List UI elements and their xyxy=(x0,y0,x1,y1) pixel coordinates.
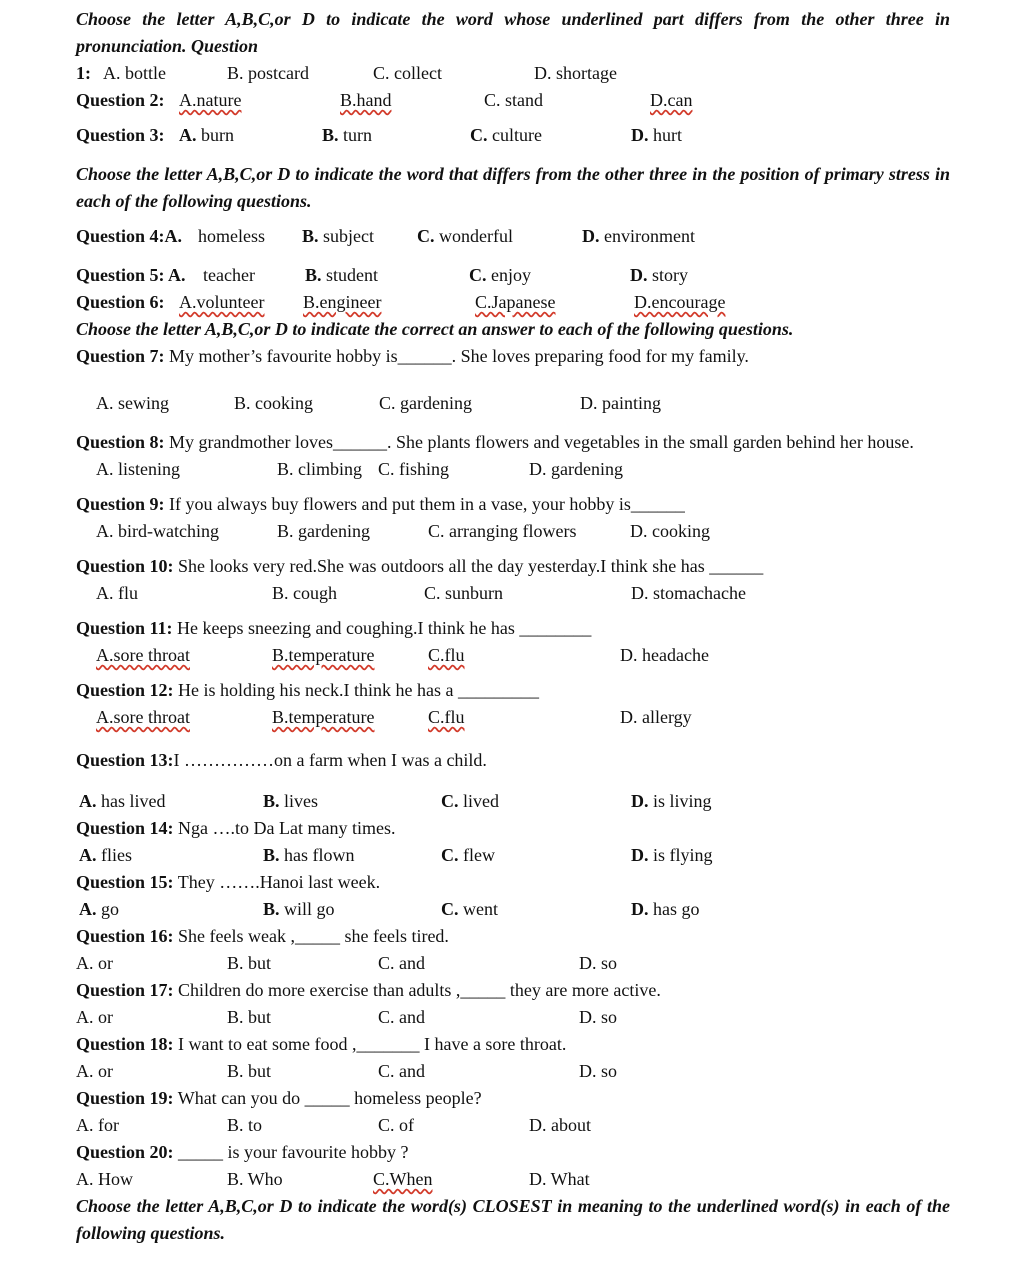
q5-c-letter: C. xyxy=(469,265,487,285)
q4-option-a: homeless xyxy=(198,226,265,246)
q13-d-letter: D. xyxy=(631,791,649,811)
q9-options xyxy=(76,518,950,545)
q18-option-b: B. but xyxy=(227,1061,272,1081)
q6-row xyxy=(76,289,950,316)
q18-stem xyxy=(76,1031,950,1058)
q10-option-c: C. sunburn xyxy=(424,583,504,603)
q10-option-b: B. cough xyxy=(272,583,337,603)
q17-option-b: B. but xyxy=(227,1007,272,1027)
q9-option-a: A. bird-watching xyxy=(96,521,219,541)
q11-option-d: D. headache xyxy=(620,645,709,665)
q11-option-b: B.temperature xyxy=(272,645,375,665)
q17-stem xyxy=(76,977,950,1004)
q19-label: Question 19: xyxy=(76,1088,174,1108)
section4-instruction: Choose the letter A,B,C,or D to indicate the word(s) CLOSEST in meaning to the underlined word(s) in each of the following questions. xyxy=(76,1196,950,1243)
q12-option-a: A.sore throat xyxy=(96,707,190,727)
q3-d-letter: D. xyxy=(631,125,649,145)
q19-option-c: C. of xyxy=(378,1115,414,1135)
q9-option-b: B. gardening xyxy=(277,521,370,541)
q15-stem xyxy=(76,869,950,896)
q11-stem xyxy=(76,615,950,642)
q14-options xyxy=(76,842,950,869)
q3-option-d: hurt xyxy=(653,125,682,145)
q13-option-a: has lived xyxy=(101,791,166,811)
q3-a-letter: A. xyxy=(179,125,197,145)
q4-option-b: subject xyxy=(323,226,375,246)
q17-text: Children do more exercise than adults ,_____ they are more active. xyxy=(178,980,661,1000)
section1-instruction: Choose the letter A,B,C,or D to indicate the word whose underlined part differs from the other three in pronunciation. Question xyxy=(76,9,950,56)
q13-a-letter: A. xyxy=(79,791,97,811)
q5-option-a: teacher xyxy=(203,265,255,285)
q3-b-letter: B. xyxy=(322,125,339,145)
q18-option-a: A. or xyxy=(76,1061,113,1081)
q16-stem xyxy=(76,923,950,950)
q12-option-c: C.flu xyxy=(428,707,465,727)
section3-instruction: Choose the letter A,B,C,or D to indicate the correct an answer to each of the following questions. xyxy=(76,319,794,339)
q4-row xyxy=(76,223,950,250)
q7-options xyxy=(76,390,950,417)
q13-c-letter: C. xyxy=(441,791,459,811)
q5-row xyxy=(76,262,950,289)
q19-text: What can you do _____ homeless people? xyxy=(177,1088,482,1108)
q18-label: Question 18: xyxy=(76,1034,174,1054)
q4-d-letter: D. xyxy=(582,226,600,246)
q10-label: Question 10: xyxy=(76,556,174,576)
q7-option-a: A. sewing xyxy=(96,393,169,413)
q1-option-b: B. postcard xyxy=(227,63,309,83)
q3-option-b: turn xyxy=(343,125,373,145)
q16-options xyxy=(76,950,950,977)
q19-option-b: B. to xyxy=(227,1115,263,1135)
q3-option-c: culture xyxy=(492,125,542,145)
q10-option-a: A. flu xyxy=(96,583,138,603)
q9-text: If you always buy flowers and put them in a vase, your hobby is______ xyxy=(169,494,685,514)
q15-d-letter: D. xyxy=(631,899,649,919)
q14-option-b: has flown xyxy=(284,845,355,865)
q5-option-c: enjoy xyxy=(491,265,531,285)
q15-options xyxy=(76,896,950,923)
q11-option-a: A.sore throat xyxy=(96,645,190,665)
q3-row xyxy=(76,122,950,149)
q17-label: Question 17: xyxy=(76,980,174,1000)
q4-option-d: environment xyxy=(604,226,695,246)
q12-option-d: D. allergy xyxy=(620,707,692,727)
q10-option-d: D. stomachache xyxy=(631,583,746,603)
q13-option-c: lived xyxy=(463,791,499,811)
q11-options xyxy=(76,642,950,669)
q20-option-c: C.When xyxy=(373,1169,433,1189)
q11-text: He keeps sneezing and coughing.I think he has ________ xyxy=(177,618,592,638)
q15-option-d: has go xyxy=(653,899,700,919)
q8-options xyxy=(76,456,950,483)
q1-option-c: C. collect xyxy=(373,63,442,83)
q20-text: _____ is your favourite hobby ? xyxy=(178,1142,409,1162)
q5-d-letter: D. xyxy=(630,265,648,285)
q10-options xyxy=(76,580,950,607)
q7-option-d: D. painting xyxy=(580,393,661,413)
q7-option-c: C. gardening xyxy=(379,393,472,413)
q20-options xyxy=(76,1166,950,1193)
q3-label: Question 3: xyxy=(76,125,165,145)
q15-c-letter: C. xyxy=(441,899,459,919)
q11-option-c: C.flu xyxy=(428,645,465,665)
q18-text: I want to eat some food ,_______ I have a sore throat. xyxy=(178,1034,567,1054)
q13-label: Question 13: xyxy=(76,750,174,770)
q11-label: Question 11: xyxy=(76,618,173,638)
q19-options xyxy=(76,1112,950,1139)
q16-option-d: D. so xyxy=(579,953,618,973)
q15-text: They …….Hanoi last week. xyxy=(177,872,381,892)
q9-label: Question 9: xyxy=(76,494,165,514)
q6-option-a: A.volunteer xyxy=(179,292,265,312)
q16-text: She feels weak ,_____ she feels tired. xyxy=(178,926,449,946)
q5-option-d: story xyxy=(652,265,688,285)
q14-text: Nga ….to Da Lat many times. xyxy=(178,818,396,838)
q15-option-a: go xyxy=(101,899,119,919)
q8-option-c: C. fishing xyxy=(378,459,450,479)
q1-option-a: A. bottle xyxy=(103,63,166,83)
q3-option-a: burn xyxy=(201,125,234,145)
q15-a-letter: A. xyxy=(79,899,97,919)
q17-option-d: D. so xyxy=(579,1007,618,1027)
q19-stem xyxy=(76,1085,950,1112)
q2-label: Question 2: xyxy=(76,90,165,110)
q14-a-letter: A. xyxy=(79,845,97,865)
q14-option-c: flew xyxy=(463,845,495,865)
q12-option-b: B.temperature xyxy=(272,707,375,727)
q5-b-letter: B. xyxy=(305,265,322,285)
q18-option-d: D. so xyxy=(579,1061,618,1081)
q16-option-b: B. but xyxy=(227,953,272,973)
worksheet xyxy=(76,6,950,1247)
q4-label: Question 4:A. xyxy=(76,226,183,246)
q7-label: Question 7: xyxy=(76,346,165,366)
q2-row xyxy=(76,87,950,114)
q6-option-b: B.engineer xyxy=(303,292,382,312)
q3-c-letter: C. xyxy=(470,125,488,145)
q15-option-b: will go xyxy=(284,899,335,919)
q9-stem xyxy=(76,491,950,518)
q10-stem xyxy=(76,553,950,580)
q1-option-d: D. shortage xyxy=(534,63,617,83)
q10-text: She looks very red.She was outdoors all the day yesterday.I think she has ______ xyxy=(178,556,764,576)
q7-stem xyxy=(76,343,950,370)
q2-option-c: C. stand xyxy=(484,90,544,110)
q8-text: My grandmother loves______. She plants flowers and vegetables in the small garden behind her house. xyxy=(169,432,914,452)
q13-option-b: lives xyxy=(284,791,319,811)
q5-label: Question 5: A. xyxy=(76,265,186,285)
q6-option-d: D.encourage xyxy=(634,292,726,312)
q19-option-a: A. for xyxy=(76,1115,119,1135)
q13-options xyxy=(76,788,950,815)
q2-option-b: B.hand xyxy=(340,90,392,110)
q4-c-letter: C. xyxy=(417,226,435,246)
q8-stem xyxy=(76,429,950,456)
q2-option-a: A.nature xyxy=(179,90,242,110)
q8-option-a: A. listening xyxy=(96,459,180,479)
q4-b-letter: B. xyxy=(302,226,319,246)
q14-label: Question 14: xyxy=(76,818,174,838)
q19-option-d: D. about xyxy=(529,1115,591,1135)
q8-label: Question 8: xyxy=(76,432,165,452)
q9-option-d: D. cooking xyxy=(630,521,710,541)
q16-label: Question 16: xyxy=(76,926,174,946)
q15-b-letter: B. xyxy=(263,899,280,919)
q7-text: My mother’s favourite hobby is______. She loves preparing food for my family. xyxy=(169,346,749,366)
q17-option-a: A. or xyxy=(76,1007,113,1027)
q14-b-letter: B. xyxy=(263,845,280,865)
q20-option-d: D. What xyxy=(529,1169,590,1189)
q18-option-c: C. and xyxy=(378,1061,425,1081)
q14-d-letter: D. xyxy=(631,845,649,865)
q18-options xyxy=(76,1058,950,1085)
q1-options xyxy=(76,60,950,87)
q7-option-b: B. cooking xyxy=(234,393,313,413)
section2-instruction: Choose the letter A,B,C,or D to indicate the word that differs from the other three in the position of primary stress in each of the following questions. xyxy=(76,164,950,211)
q13-option-d: is living xyxy=(653,791,712,811)
q6-label: Question 6: xyxy=(76,292,165,312)
q8-option-d: D. gardening xyxy=(529,459,623,479)
q12-label: Question 12: xyxy=(76,680,174,700)
q4-option-c: wonderful xyxy=(439,226,513,246)
q16-option-c: C. and xyxy=(378,953,425,973)
q20-stem xyxy=(76,1139,950,1166)
q1-number: 1: xyxy=(76,63,91,83)
q14-c-letter: C. xyxy=(441,845,459,865)
q6-option-c: C.Japanese xyxy=(475,292,556,312)
q20-option-b: B. Who xyxy=(227,1169,283,1189)
q15-label: Question 15: xyxy=(76,872,174,892)
q13-text: I ……………on a farm when I was a child. xyxy=(173,750,487,770)
q12-text: He is holding his neck.I think he has a _________ xyxy=(178,680,539,700)
q2-option-d: D.can xyxy=(650,90,693,110)
q12-stem xyxy=(76,677,950,704)
q17-option-c: C. and xyxy=(378,1007,425,1027)
q14-option-d: is flying xyxy=(653,845,713,865)
q13-b-letter: B. xyxy=(263,791,280,811)
q16-option-a: A. or xyxy=(76,953,113,973)
q20-option-a: A. How xyxy=(76,1169,133,1189)
q14-stem xyxy=(76,815,950,842)
q14-option-a: flies xyxy=(101,845,132,865)
q9-option-c: C. arranging flowers xyxy=(428,521,577,541)
q17-options xyxy=(76,1004,950,1031)
q13-stem xyxy=(76,747,950,774)
q20-label: Question 20: xyxy=(76,1142,174,1162)
q8-option-b: B. climbing xyxy=(277,459,362,479)
q5-option-b: student xyxy=(326,265,379,285)
q15-option-c: went xyxy=(463,899,498,919)
q12-options xyxy=(76,704,950,731)
